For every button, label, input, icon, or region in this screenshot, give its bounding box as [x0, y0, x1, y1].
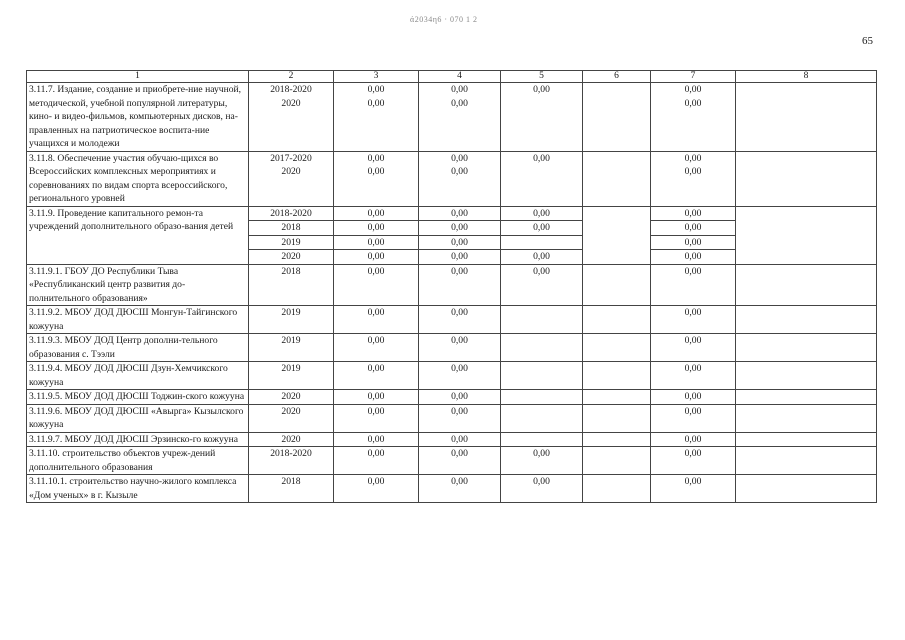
- col4-value: 0,00: [451, 307, 468, 318]
- col6-value-cell: [583, 362, 651, 390]
- col7-value-cell: [651, 447, 736, 475]
- col8-value-cell: [736, 404, 877, 432]
- col8-value-cell: [736, 151, 877, 206]
- row-description: 3.11.9.7. МБОУ ДОД ДЮСШ Эрзинско-го кожууна: [27, 432, 249, 447]
- col7-value: 0,00: [651, 249, 735, 264]
- col3-value: 0,00: [367, 166, 385, 177]
- col5-value: [501, 235, 582, 250]
- col5-value: [503, 334, 580, 348]
- col7-value: 0,00: [684, 207, 702, 219]
- year: 2019: [281, 307, 301, 318]
- year-cell: [249, 475, 334, 503]
- col7-value: 0,00: [684, 97, 702, 109]
- col8-value-cell: [736, 362, 877, 390]
- col7-value: 0,00: [684, 448, 702, 459]
- col8-value: [738, 475, 874, 489]
- col5-value: [503, 390, 580, 404]
- col3-value: 0,00: [367, 391, 385, 402]
- year-cell: [249, 362, 334, 390]
- col3-value-cell: [334, 404, 419, 432]
- year: 2020: [281, 433, 301, 445]
- col5-value: 0,00: [533, 476, 550, 487]
- col4-value-cell: [419, 404, 501, 432]
- col8-value-cell: [736, 206, 877, 264]
- column-header-6: 6: [583, 71, 651, 83]
- col4-value: 0,00: [451, 97, 468, 109]
- col7-value-cell: [651, 83, 736, 152]
- col3-value: 0,00: [334, 249, 418, 264]
- col8-value: [738, 83, 874, 97]
- table-row: [27, 264, 877, 306]
- col4-value-cell: [419, 83, 501, 152]
- col4-value: 0,00: [419, 249, 500, 264]
- col5-value: [503, 405, 580, 419]
- col3-value-cell: [334, 264, 419, 306]
- year-cell: [249, 206, 334, 264]
- col7-value-cell: [651, 264, 736, 306]
- col8-value: [738, 234, 874, 248]
- year: 2018-2020: [270, 84, 312, 95]
- col3-value: 0,00: [367, 265, 385, 277]
- col5-value: [503, 97, 580, 111]
- col4-value: 0,00: [451, 335, 468, 346]
- col6-value-cell: [583, 432, 651, 447]
- col6-value: [585, 475, 648, 489]
- col5-value-cell: [501, 306, 583, 334]
- col3-value-cell: [334, 390, 419, 405]
- year: 2020: [281, 97, 301, 109]
- col4-value: 0,00: [451, 152, 468, 164]
- col8-value: [738, 207, 874, 221]
- col3-value: 0,00: [334, 220, 418, 235]
- year-cell: [249, 83, 334, 152]
- col8-value: [738, 306, 874, 320]
- col7-value: 0,00: [651, 235, 735, 250]
- col4-value-cell: [419, 264, 501, 306]
- col7-value: 0,00: [684, 433, 702, 445]
- col5-value-cell: [501, 264, 583, 306]
- col6-value: [585, 265, 648, 279]
- col7-value-cell: [651, 334, 736, 362]
- col8-value: [738, 97, 874, 111]
- col5-value: 0,00: [533, 448, 550, 459]
- col8-value: [738, 362, 874, 376]
- col5-value: 0,00: [501, 249, 582, 264]
- col7-value-cell: [651, 432, 736, 447]
- col5-value: [503, 165, 580, 179]
- year-cell: [249, 334, 334, 362]
- col5-value: [503, 306, 580, 320]
- col6-value-cell: [583, 334, 651, 362]
- table-row: [27, 306, 877, 334]
- col4-value-cell: [419, 475, 501, 503]
- col4-value: 0,00: [451, 166, 468, 177]
- col7-value-cell: [651, 475, 736, 503]
- col3-value-cell: [334, 447, 419, 475]
- col8-value: [738, 247, 874, 261]
- col3-value-cell: [334, 151, 419, 206]
- col8-value-cell: [736, 306, 877, 334]
- year: 2020: [281, 166, 301, 177]
- row-description: 3.11.10. строительство объектов учреж-дений дополнительного образования: [27, 447, 249, 475]
- table-row: [27, 432, 877, 447]
- year: 2018-2020: [270, 207, 312, 219]
- year: 2020: [249, 249, 333, 264]
- col3-value: 0,00: [367, 433, 385, 445]
- year-cell: [249, 306, 334, 334]
- col8-value: [738, 405, 874, 419]
- col7-value: 0,00: [684, 405, 702, 417]
- col7-value: 0,00: [684, 307, 702, 318]
- table-row: [27, 206, 877, 264]
- col3-value-cell: [334, 475, 419, 503]
- col4-value: 0,00: [451, 476, 468, 487]
- col8-value: [738, 334, 874, 348]
- row-description: 3.11.8. Обеспечение участия обучаю-щихся во Всероссийских комплексных мероприятиях и соревнованиях по видам спорта всероссийского, регионального уровней: [27, 151, 249, 206]
- col4-value-cell: [419, 151, 501, 206]
- col3-value: 0,00: [367, 207, 385, 219]
- col4-value: 0,00: [451, 84, 468, 95]
- row-description: 3.11.9.6. МБОУ ДОД ДЮСШ «Авырга» Кызылского кожууна: [27, 404, 249, 432]
- year-cell: [249, 151, 334, 206]
- col5-value: 0,00: [533, 84, 550, 95]
- col4-value: 0,00: [451, 207, 468, 219]
- col6-value-cell: [583, 404, 651, 432]
- col7-value: 0,00: [684, 152, 702, 164]
- year: 2019: [281, 363, 301, 374]
- col8-value: [738, 165, 874, 179]
- table-row: [27, 334, 877, 362]
- col3-value-cell: [334, 362, 419, 390]
- col8-value-cell: [736, 334, 877, 362]
- col5-value-cell: [501, 390, 583, 405]
- column-header-3: 3: [334, 71, 419, 83]
- col6-value-cell: [583, 151, 651, 206]
- col6-value-cell: [583, 447, 651, 475]
- col6-value: [585, 83, 648, 97]
- col6-value: [585, 405, 648, 419]
- row-description: 3.11.10.1. строительство научно-жилого комплекса «Дом ученых» в г. Кызыле: [27, 475, 249, 503]
- col7-value: 0,00: [684, 363, 702, 374]
- table-row: [27, 83, 877, 152]
- column-header-2: 2: [249, 71, 334, 83]
- col6-value-cell: [583, 475, 651, 503]
- row-description: 3.11.7. Издание, создание и приобрете-ние научной, методической, учебной популярной литературы, кино- и видео-фильмов, компьютерных дисков, на-правленных на патриотическое воспита-ние учащихся и молодежи: [27, 83, 249, 152]
- col5-value: 0,00: [533, 152, 550, 164]
- col6-value-cell: [583, 306, 651, 334]
- year-cell: [249, 264, 334, 306]
- col7-value-cell: [651, 390, 736, 405]
- col3-value-cell: [334, 306, 419, 334]
- column-header-7: 7: [651, 71, 736, 83]
- col7-value: 0,00: [684, 476, 702, 487]
- year: 2018: [281, 476, 301, 487]
- col3-value: 0,00: [367, 476, 385, 487]
- col6-value: [585, 362, 648, 376]
- col8-value: [738, 152, 874, 166]
- column-header-4: 4: [419, 71, 501, 83]
- col8-value-cell: [736, 390, 877, 405]
- row-description: 3.11.9.1. ГБОУ ДО Республики Тыва «Республиканский центр развития до-полнительного образования»: [27, 264, 249, 306]
- col3-value: 0,00: [367, 97, 385, 109]
- col3-value-cell: [334, 432, 419, 447]
- col4-value: 0,00: [419, 220, 500, 235]
- col3-value: 0,00: [367, 363, 385, 374]
- col8-value-cell: [736, 264, 877, 306]
- col7-value: 0,00: [651, 220, 735, 235]
- col8-value: [738, 433, 874, 447]
- col5-value-cell: [501, 206, 583, 264]
- col5-value-cell: [501, 83, 583, 152]
- col5-value-cell: [501, 447, 583, 475]
- year: 2020: [281, 405, 301, 417]
- row-description: 3.11.9.3. МБОУ ДОД Центр дополни-тельного образования с. Тээли: [27, 334, 249, 362]
- col7-value-cell: [651, 404, 736, 432]
- col4-value: 0,00: [451, 405, 468, 417]
- col5-value-cell: [501, 334, 583, 362]
- year: 2019: [249, 235, 333, 250]
- col8-value: [738, 447, 874, 461]
- col4-value-cell: [419, 306, 501, 334]
- col6-value: [585, 334, 648, 348]
- row-description: 3.11.9.4. МБОУ ДОД ДЮСШ Дзун-Хемчикского кожууна: [27, 362, 249, 390]
- row-description: 3.11.9. Проведение капитального ремон-та учреждений дополнительного образо-вания детей: [27, 206, 249, 264]
- col6-value-cell: [583, 390, 651, 405]
- col7-value: 0,00: [684, 391, 702, 402]
- col3-value: 0,00: [367, 448, 385, 459]
- col4-value: 0,00: [451, 433, 468, 445]
- col4-value: 0,00: [451, 391, 468, 402]
- col7-value: 0,00: [684, 265, 702, 277]
- year: 2018: [281, 265, 301, 277]
- col6-value: [585, 220, 648, 234]
- col4-value: 0,00: [451, 363, 468, 374]
- col3-value: 0,00: [334, 235, 418, 250]
- col8-value-cell: [736, 432, 877, 447]
- col8-value: [738, 265, 874, 279]
- document-stamp: ά2034η6 · 070 1 2: [410, 15, 478, 24]
- col6-value-cell: [583, 206, 651, 264]
- year: 2020: [281, 391, 301, 402]
- col6-value: [585, 234, 648, 248]
- col7-value: 0,00: [684, 335, 702, 346]
- row-description: 3.11.9.5. МБОУ ДОД ДЮСШ Тоджин-ского кожууна: [27, 390, 249, 405]
- col6-value: [585, 433, 648, 447]
- col4-value: 0,00: [451, 265, 468, 277]
- year-cell: [249, 432, 334, 447]
- header-row: [27, 71, 877, 83]
- col6-value-cell: [583, 264, 651, 306]
- col8-value: [738, 220, 874, 234]
- year-cell: [249, 404, 334, 432]
- col7-value: 0,00: [684, 166, 702, 177]
- table-body: [27, 71, 877, 503]
- budget-table: [26, 70, 877, 503]
- column-header-8: 8: [736, 71, 877, 83]
- page-number: 65: [862, 35, 873, 47]
- col4-value-cell: [419, 447, 501, 475]
- col5-value: 0,00: [533, 207, 550, 219]
- col6-value: [585, 247, 648, 261]
- col8-value-cell: [736, 447, 877, 475]
- col4-value: 0,00: [419, 235, 500, 250]
- table-row: [27, 390, 877, 405]
- col4-value: 0,00: [451, 448, 468, 459]
- col4-value-cell: [419, 432, 501, 447]
- col5-value: [503, 362, 580, 376]
- col4-value-cell: [419, 390, 501, 405]
- table-row: [27, 475, 877, 503]
- col5-value: 0,00: [501, 220, 582, 235]
- col5-value-cell: [501, 404, 583, 432]
- col5-value-cell: [501, 432, 583, 447]
- col3-value: 0,00: [367, 405, 385, 417]
- col4-value-cell: [419, 206, 501, 264]
- year: 2017-2020: [270, 152, 312, 164]
- col6-value: [585, 152, 648, 166]
- year: 2018-2020: [270, 448, 312, 459]
- col4-value-cell: [419, 362, 501, 390]
- col5-value: [503, 433, 580, 447]
- col3-value-cell: [334, 334, 419, 362]
- column-header-5: 5: [501, 71, 583, 83]
- table-row: [27, 151, 877, 206]
- col5-value-cell: [501, 151, 583, 206]
- col6-value-cell: [583, 83, 651, 152]
- col6-value: [585, 165, 648, 179]
- col3-value-cell: [334, 83, 419, 152]
- row-description: 3.11.9.2. МБОУ ДОД ДЮСШ Монгун-Тайгинского кожууна: [27, 306, 249, 334]
- col3-value: 0,00: [367, 335, 385, 346]
- col3-value: 0,00: [367, 307, 385, 318]
- col6-value: [585, 306, 648, 320]
- year-cell: [249, 447, 334, 475]
- col7-value: 0,00: [684, 84, 702, 95]
- col6-value: [585, 207, 648, 221]
- col7-value-cell: [651, 306, 736, 334]
- col7-value-cell: [651, 362, 736, 390]
- col3-value: 0,00: [367, 152, 385, 164]
- col5-value-cell: [501, 362, 583, 390]
- col5-value: 0,00: [533, 265, 550, 277]
- col8-value-cell: [736, 475, 877, 503]
- col4-value-cell: [419, 334, 501, 362]
- col3-value: 0,00: [367, 84, 385, 95]
- col5-value-cell: [501, 475, 583, 503]
- col3-value-cell: [334, 206, 419, 264]
- column-header-1: 1: [27, 71, 249, 83]
- col7-value-cell: [651, 151, 736, 206]
- table-row: [27, 447, 877, 475]
- table-row: [27, 362, 877, 390]
- col6-value: [585, 447, 648, 461]
- col6-value: [585, 97, 648, 111]
- year: 2018: [249, 220, 333, 235]
- col6-value: [585, 390, 648, 404]
- year-cell: [249, 390, 334, 405]
- col8-value-cell: [736, 83, 877, 152]
- year: 2019: [281, 335, 301, 346]
- col8-value: [738, 390, 874, 404]
- col7-value-cell: [651, 206, 736, 264]
- table-row: [27, 404, 877, 432]
